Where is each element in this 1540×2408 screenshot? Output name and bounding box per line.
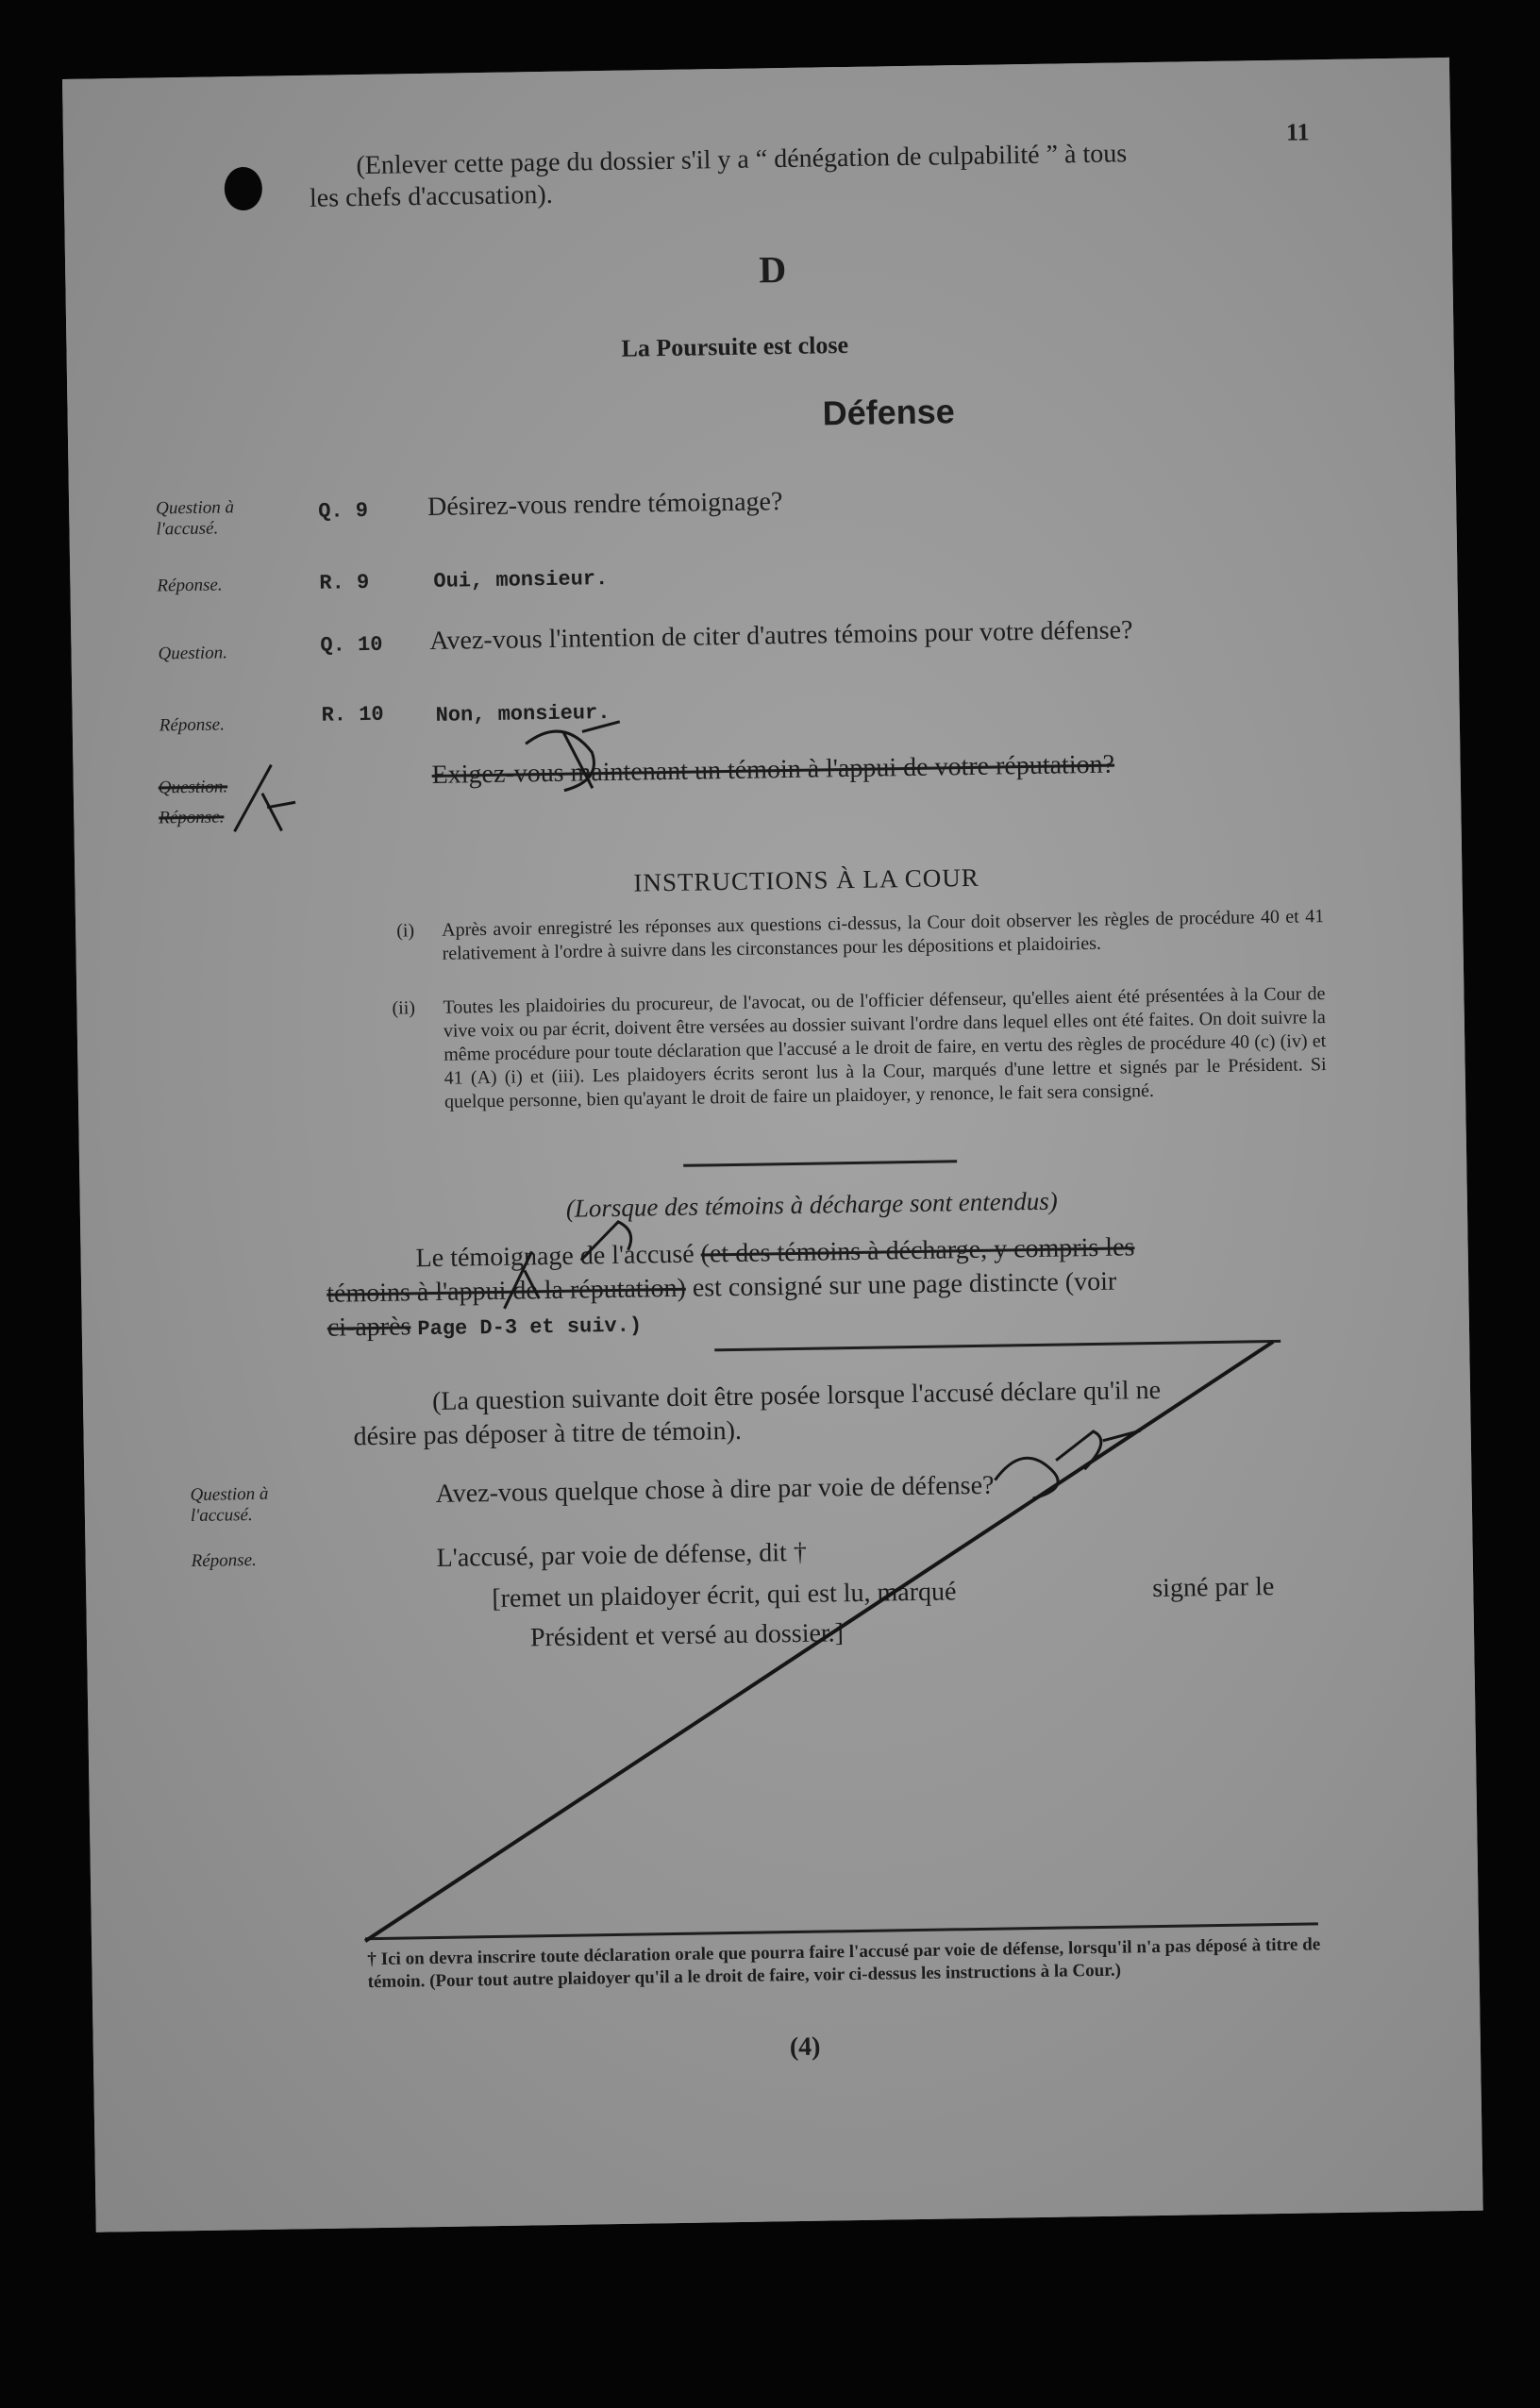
qa-text-q9: Désirez-vous rendre témoignage? — [427, 487, 783, 522]
qa-text-q10: Avez-vous l'intention de citer d'autres témoins pour votre défense? — [429, 615, 1133, 656]
final-reponse-text: L'accusé, par voie de défense, dit † — [436, 1537, 808, 1573]
struck-question: Exigez-vous maintenant un témoin à l'appui de votre réputation? — [431, 749, 1115, 790]
intro-line-1: (Enlever cette page du dossier s'il y a “ dénégation de culpabilité ” à tous — [356, 139, 1128, 181]
instruction-text-2: Toutes les plaidoiries du procureur, de l'avocat, ou de l'officier défenseur, qu'elles aient été présentées à la Cour de vive voix ou par écrit, doivent être versées au dossier suivant l'ordre dans lequel elles ont été faites. On doit suivre la même procédure pour toute déclaration que l'accusé a le droit de faire, en vertu des règles de procédure 40 (c) (iv) et 41 (A) (i) et (iii). Les plaidoyers écrits seront lus à la Cour, marqués d'une lettre et signés par le Président. Si quelque personne, bien qu'ayant le droit de faire un plaidoyer, y renonce, le fait sera consigné. — [443, 983, 1327, 1112]
prosecution-closed: La Poursuite est close — [621, 330, 849, 362]
defense-title: Défense — [822, 392, 956, 433]
instruction-text-1: Après avoir enregistré les réponses aux questions ci-dessus, la Cour doit observer les règles de procédure 40 et 41 relativement à l'ordre à suivre dans les circonstances pour les dépositions et plaidoiries. — [442, 906, 1325, 964]
written-plea-line-2: signé par le — [1152, 1572, 1275, 1604]
section-letter: D — [758, 247, 787, 292]
pen-marks-overlay — [62, 58, 1483, 2232]
no-testimony-note-2: désire pas déposer à titre de témoin). — [353, 1415, 743, 1452]
testimony-typed-ref: Page D-3 et suiv.) — [417, 1313, 643, 1342]
final-question-label: Question à l'accusé. — [190, 1483, 269, 1527]
struck-label-question: Question. — [158, 777, 228, 798]
qa-label-q9: Question à l'accusé. — [155, 497, 235, 540]
form-number: (4) — [789, 2032, 821, 2063]
qa-text-r9: Oui, monsieur. — [433, 566, 609, 594]
qa-label-q10: Question. — [158, 643, 228, 664]
document-page — [62, 58, 1483, 2232]
instruction-num-2: (ii) — [392, 997, 416, 1019]
instruction-num-1: (i) — [396, 920, 415, 942]
no-testimony-note-1: (La question suivante doit être posée lorsque l'accusé déclare qu'il ne — [431, 1375, 1162, 1417]
qa-label-r10: Réponse. — [159, 714, 226, 736]
written-plea-line-1: [remet un plaidoyer écrit, qui est lu, marqué — [492, 1577, 957, 1614]
intro-line-2: les chefs d'accusation). — [309, 179, 553, 213]
defense-witness-note: (Lorsque des témoins à décharge sont entendus) — [565, 1186, 1058, 1223]
footnote: † Ici on devra inscrire toute déclaration orale que pourra faire l'accusé par voie de défense, lorsqu'il n'a pas déposé à titre de témoin. (Pour tout autre plaidoyer qu'il a le droit de faire, voir ci-dessus les instructions à la Cour.) — [367, 1934, 1321, 1993]
handwritten-initials-2 — [233, 764, 295, 831]
instructions-title: INSTRUCTIONS À LA COUR — [633, 862, 979, 897]
written-plea-line-3: Président et versé au dossier.] — [529, 1618, 845, 1653]
handwritten-initials-3 — [503, 1222, 632, 1309]
final-reponse-label: Réponse. — [191, 1549, 257, 1572]
testimony-text-a: Le témoignage de l'accusé — [415, 1239, 695, 1274]
qa-text-r10: Non, monsieur. — [435, 700, 611, 727]
page-number: 11 — [1285, 118, 1310, 146]
qa-label-r9: Réponse. — [157, 575, 223, 596]
struck-label-reponse: Réponse. — [159, 807, 225, 828]
testimony-struck-3: ci-après — [326, 1312, 411, 1343]
cancellation-diagonal-line — [356, 1342, 1282, 1941]
handwritten-initials-1 — [526, 722, 621, 792]
final-question-text: Avez-vous quelque chose à dire par voie de défense? — [435, 1470, 995, 1509]
qa-num-q10: Q. 10 — [320, 632, 383, 658]
handwritten-initials-4 — [995, 1430, 1142, 1498]
qa-num-r9: R. 9 — [319, 570, 370, 595]
qa-num-r10: R. 10 — [321, 702, 384, 727]
qa-num-q9: Q. 9 — [318, 498, 369, 524]
testimony-struck-2: témoins à l'appui de la réputation) — [326, 1273, 687, 1309]
testimony-text-b: est consigné sur une page distincte (voir — [692, 1266, 1117, 1303]
testimony-struck-1: (et des témoins à décharge, y compris les — [700, 1232, 1135, 1269]
